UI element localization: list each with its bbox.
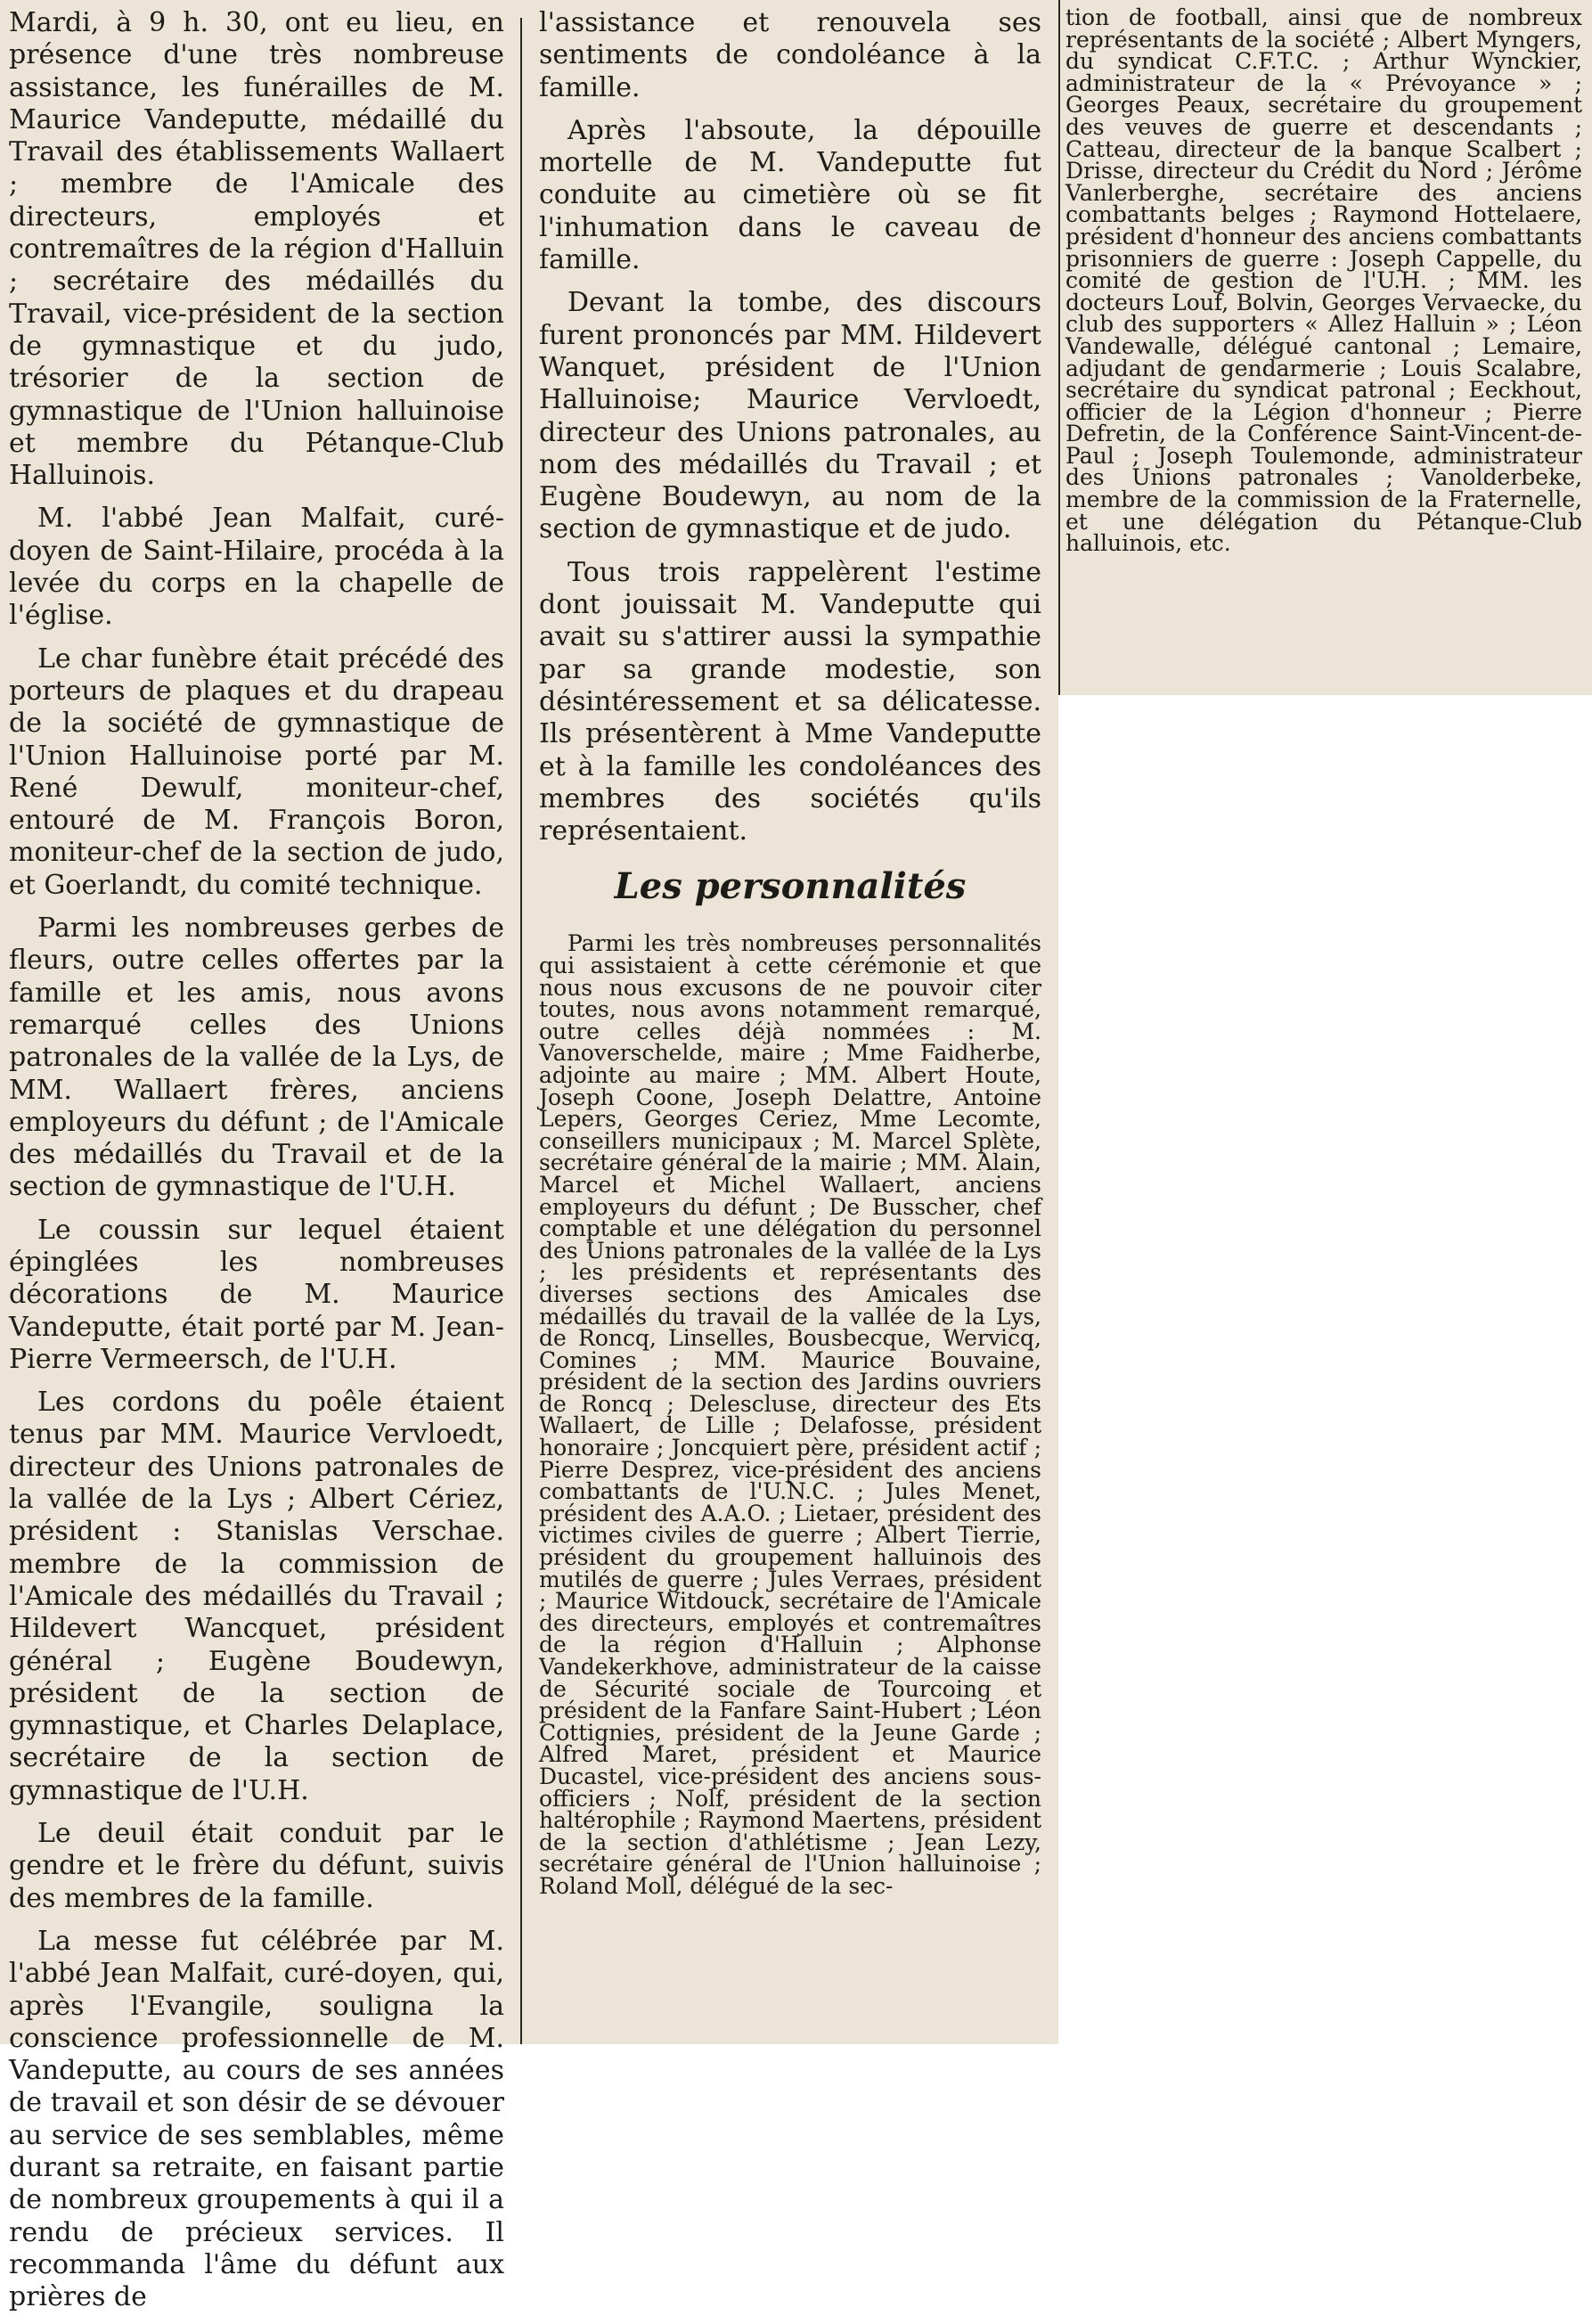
paragraph: Le coussin sur lequel étaient épinglées les nombreuses décorations de M. Maurice Vandeputte, était porté par M. Jean-Pierre Vermeersch, de l'U.H. xyxy=(9,1214,504,1375)
personalities-paragraph: Parmi les très nombreuses personnalités qui assistaient à cette cérémonie et que nous nous excusons de ne pouvoir citer toutes, nous avons notamment remarqué, outre celles déjà nommées : M. Vanoverschelde, maire ; Mme Faidherbe, adjointe au maire ; MM. Albert Houte, Joseph Coone, Joseph Delattre, Antoine Lepers, Georges Ceriez, Mme Lecomte, conseillers municipaux ; M. Marcel Splète, secrétaire général de la mairie ; MM. Alain, Marcel et Michel Wallaert, anciens employeurs du défunt ; De Busscher, chef comptable et une délégation du personnel des Unions patronales de la vallée de la Lys ; les présidents et représentants des diverses sections des Amicales dse médaillés du travail de la vallée de la Lys, de Roncq, Linselles, Bousbecque, Wervicq, Comines ; MM. Maurice Bouvaine, président de la section des Jardins ouvriers de Roncq ; Delescluse, directeur des Ets Wallaert, de Lille ; Delafosse, président honoraire ; Joncquiert père, président actif ; Pierre Desprez, vice-président des anciens combattants de l'U.N.C. ; Jules Menet, président des A.A.O. ; Lietaer, président des victimes civiles de guerre ; Albert Tierrie, président du groupement halluinois des mutilés de guerre ; Jules Verraes, président ; Maurice Witdouck, secrétaire de l'Amicale des directeurs, employés et contremaîtres de la région d'Halluin ; Alphonse Vandekerkhove, administrateur de la caisse de Sécurité sociale de Tourcoing et président de la Fanfare Saint-Hubert ; Léon Cottignies, président de la Jeune Garde ; Alfred Maret, président et Maurice Ducastel, vice-président des anciens sous-officiers ; Nolf, président de la section haltérophile ; Raymond Maertens, président de la section d'athlétisme ; Jean Lezy, secrétaire général de l'Union halluinoise ; Roland Moll, délégué de la sec- xyxy=(539,930,1041,1899)
paragraph: Après l'absoute, la dépouille mortelle de M. Vandeputte fut conduite au cimetière où se fit l'inhumation dans le caveau de famille. xyxy=(539,114,1041,276)
paragraph: Les cordons du poêle étaient tenus par MM. Maurice Vervloedt, directeur des Unions patronales de la vallée de la Lys ; Albert Cériez, président : Stanislas Verschae. membre de la commission de l'Amicale des médaillés du Travail ; Hildevert Wancquet, président général ; Eugène Boudewyn, président de la section de gymnastique, et Charles Delaplace, secrétaire de la section de gymnastique de l'U.H. xyxy=(9,1387,504,1806)
section-heading: Les personnalités xyxy=(614,865,967,908)
paragraph: tion de football, ainsi que de nombreux représentants de la société ; Albert Myngers, du syndicat C.F.T.C. ; Arthur Wynckier, administrateur de la « Prévoyance » ; Georges Peaux, secrétaire du groupement des veuves de guerre et descendants ; Catteau, directeur de la banque Scalbert ; Drisse, directeur du Crédit du Nord ; Jérôme Vanlerberghe, secrétaire des anciens combattants belges ; Raymond Hottelaere, président d'honneur des anciens combattants prisonniers de guerre : Joseph Cappelle, du comité de gestion de l'U.H. ; MM. les docteurs Louf, Bolvin, Georges Vervaecke, du club des supporters « Allez Halluin » ; Léon Vandewalle, délégué cantonal ; Lemaire, adjudant de gendarmerie ; Louis Scalabre, secrétaire du syndicat patronal ; Eeckhout, officier de la Légion d'honneur ; Pierre Defretin, de la Conférence Saint-Vincent-de-Paul ; Joseph Toulemonde, administrateur des Unions patronales ; Vanolderbeke, membre de la commission de la Fraternelle, et une délégation du Pétanque-Club halluinois, etc. xyxy=(1065,4,1582,557)
paragraph: Devant la tombe, des discours furent prononcés par MM. Hildevert Wanquet, président de l'Union Halluinoise; Maurice Vervloedt, directeur des Unions patronales, au nom des médaillés du Travail ; et Eugène Boudewyn, au nom de la section de gymnastique et de judo. xyxy=(539,287,1041,545)
column-rule-1 xyxy=(520,18,522,2044)
paragraph: Le char funèbre était précédé des porteurs de plaques et du drapeau de la société de gymnastique de l'Union Halluinoise porté par M. René Dewulf, moniteur-chef, entouré de M. François Boron, moniteur-chef de la section de judo, et Goerlandt, du comité technique. xyxy=(9,642,504,901)
paragraph: Parmi les nombreuses gerbes de fleurs, outre celles offertes par la famille et les amis, nous avons remarqué celles des Unions patronales de la vallée de la Lys, de MM. Wallaert frères, anciens employeurs du défunt ; de l'Amicale des médaillés du Travail et de la section de gymnastique de l'U.H. xyxy=(9,912,504,1203)
paragraph: Tous trois rappelèrent l'estime dont jouissait M. Vandeputte qui avait su s'attirer aussi la sympathie par sa grande modestie, son désintéressement et sa délicatesse. Ils présentèrent à Mme Vandeputte et à la famille les condoléances des membres des sociétés qu'ils représentaient. xyxy=(539,556,1041,847)
article-column-3 xyxy=(1065,4,1582,557)
column-rule-2 xyxy=(1058,0,1060,695)
article-column-1 xyxy=(9,7,504,2324)
paragraph: Le deuil était conduit par le gendre et le frère du défunt, suivis des membres de la famille. xyxy=(9,1818,504,1914)
paragraph: La messe fut célébrée par M. l'abbé Jean Malfait, curé-doyen, qui, après l'Evangile, souligna la conscience professionnelle de M. Vandeputte, au cours de ses années de travail et son désir de se dévouer au service de ses semblables, même durant sa retraite, en faisant partie de nombreux groupements à qui il a rendu de précieux services. Il recommanda l'âme du défunt aux prières de xyxy=(9,1925,504,2313)
paragraph: l'assistance et renouvela ses sentiments de condoléance à la famille. xyxy=(539,7,1041,103)
article-column-2 xyxy=(539,7,1041,1898)
paragraph: M. l'abbé Jean Malfait, curé-doyen de Saint-Hilaire, procéda à la levée du corps en la chapelle de l'église. xyxy=(9,503,504,632)
paragraph: Mardi, à 9 h. 30, ont eu lieu, en présence d'une très nombreuse assistance, les funérailles de M. Maurice Vandeputte, médaillé du Travail des établissements Wallaert ; membre de l'Amicale des directeurs, employés et contremaîtres de la région d'Halluin ; secrétaire des médaillés du Travail, vice-président de la section de gymnastique et du judo, trésorier de la section de gymnastique de l'Union halluinoise et membre du Pétanque-Club Halluinois. xyxy=(9,7,504,492)
